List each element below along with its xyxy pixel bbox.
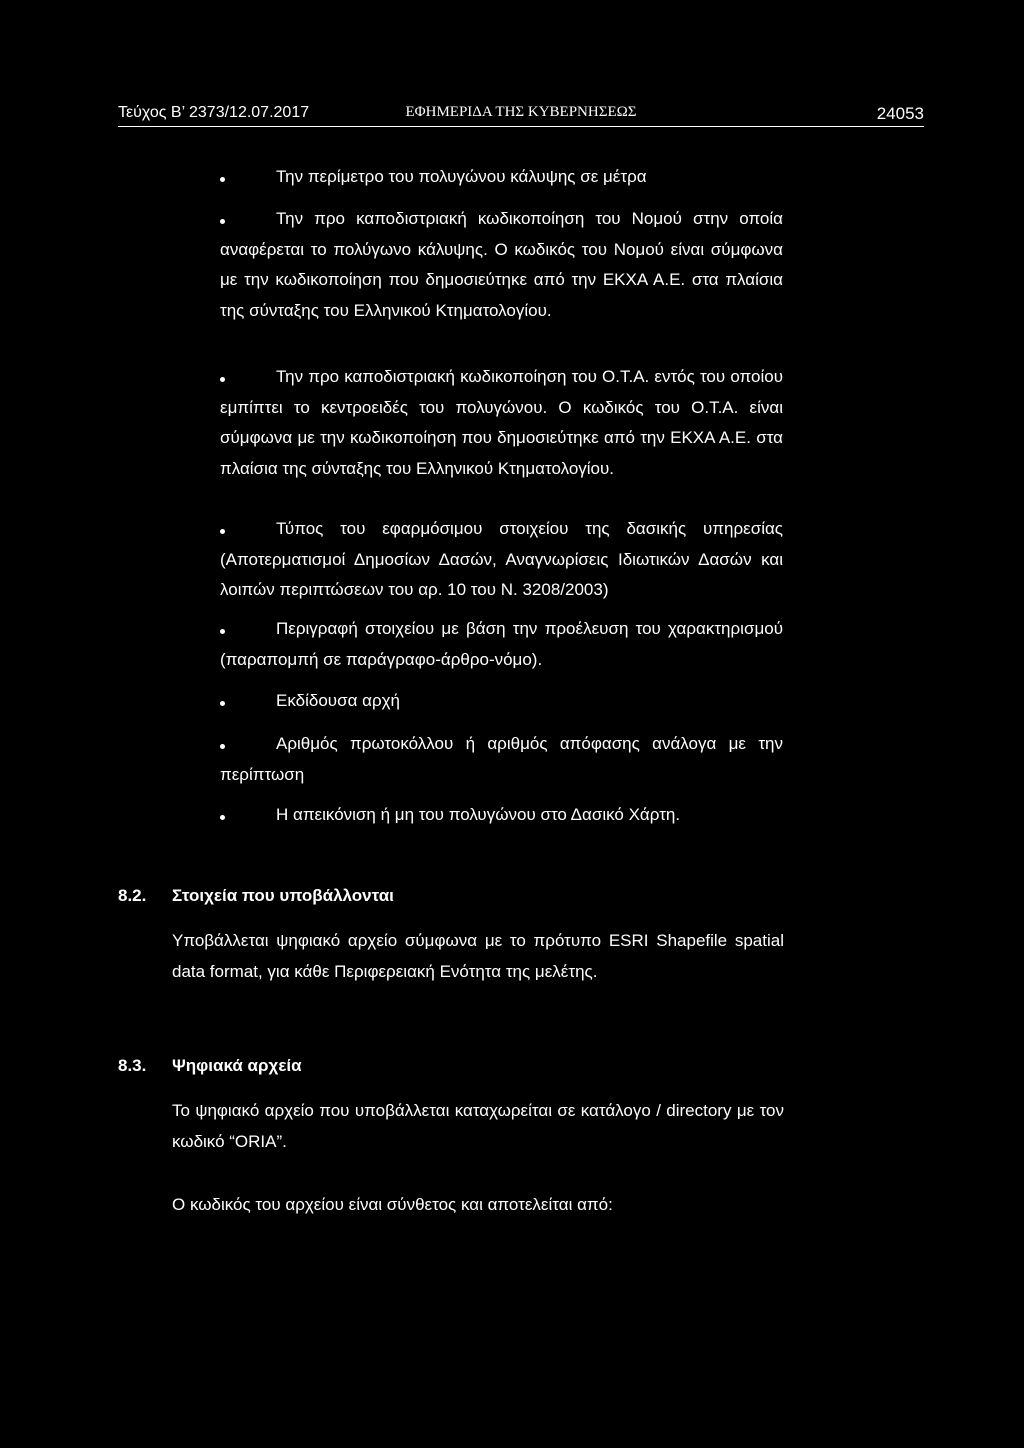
section-body: Το ψηφιακό αρχείο που υποβάλλεται καταχωρείται σε κατάλογο / directory με τον κωδικό “ORIA”. — [172, 1101, 784, 1151]
list-item — [220, 614, 783, 675]
gazette-title: ΕΦΗΜΕΡΙΔΑ ΤΗΣ ΚΥΒΕΡΝΗΣΕΩΣ — [405, 104, 637, 120]
bullet-dot — [220, 219, 225, 224]
section-heading-8-2 — [118, 886, 818, 910]
issue-number: Τεύχος Β’ 2373/12.07.2017 — [118, 104, 310, 121]
page-header — [118, 100, 924, 127]
section-number: 8.2. — [118, 886, 147, 905]
bullet-dot — [220, 744, 225, 749]
list-item-text: Τύπος του εφαρμόσιμου στοιχείου της δασικής υπηρεσίας (Αποτερματισμοί Δημοσίων Δασών, Αναγνωρίσεις Ιδιωτικών Δασών και λοιπών περιπτώσεων του αρ. 10 του Ν. 3208/2003) — [220, 519, 783, 599]
bullet-dot — [220, 177, 225, 182]
page-number: 24053 — [876, 104, 924, 123]
bullet-dot — [220, 701, 225, 706]
list-item-text: Η απεικόνιση ή μη του πολυγώνου στο Δασικό Χάρτη. — [276, 805, 681, 824]
list-item-text: Εκδίδουσα αρχή — [276, 691, 401, 710]
section-body: Ο κωδικός του αρχείου είναι σύνθετος και αποτελείται από: — [172, 1195, 613, 1214]
bullet-dot — [220, 815, 225, 820]
section-body: Υποβάλλεται ψηφιακό αρχείο σύμφωνα με το πρότυπο ESRI Shapefile spatial data format, για κάθε Περιφερειακή Ενότητα της μελέτης. — [172, 931, 784, 981]
list-item — [220, 800, 783, 831]
list-item — [220, 204, 783, 326]
list-item-text: Αριθμός πρωτοκόλλου ή αριθμός απόφασης ανάλογα με την περίπτωση — [220, 734, 783, 784]
list-item — [220, 686, 783, 717]
list-item-text: Την περίμετρο του πολυγώνου κάλυψης σε μέτρα — [276, 167, 647, 186]
list-item — [220, 729, 783, 790]
list-item — [220, 362, 783, 484]
list-item-text: Την προ καποδιστριακή κωδικοποίηση του Ο.Τ.Α. εντός του οποίου εμπίπτει το κεντροειδές του πολυγώνου. Ο κωδικός του Ο.Τ.Α. είναι σύμφωνα με την κωδικοποίηση που δημοσιεύτηκε από την ΕΚΧΑ Α.Ε. στα πλαίσια της σύνταξης του Ελληνικού Κτηματολογίου. — [220, 367, 783, 478]
bullet-dot — [220, 629, 225, 634]
list-item — [220, 514, 783, 606]
bullet-dot — [220, 377, 225, 382]
section-title: Ψηφιακά αρχεία — [172, 1056, 302, 1075]
list-item — [220, 162, 780, 193]
section-number: 8.3. — [118, 1056, 147, 1075]
list-item-text: Περιγραφή στοιχείου με βάση την προέλευση του χαρακτηρισμού (παραπομπή σε παράγραφο-άρθρο-νόμο). — [220, 619, 783, 669]
bullet-dot — [220, 529, 225, 534]
list-item-text: Την προ καποδιστριακή κωδικοποίηση του Νομού στην οποία αναφέρεται το πολύγωνο κάλυψης. Ο κωδικός του Νομού είναι σύμφωνα με την κωδικοποίηση που δημοσιεύτηκε από την ΕΚΧΑ Α.Ε. στα πλαίσια της σύνταξης του Ελληνικού Κτηματολογίου. — [220, 209, 783, 320]
section-title: Στοιχεία που υποβάλλονται — [172, 886, 394, 905]
section-heading-8-3 — [118, 1056, 818, 1080]
